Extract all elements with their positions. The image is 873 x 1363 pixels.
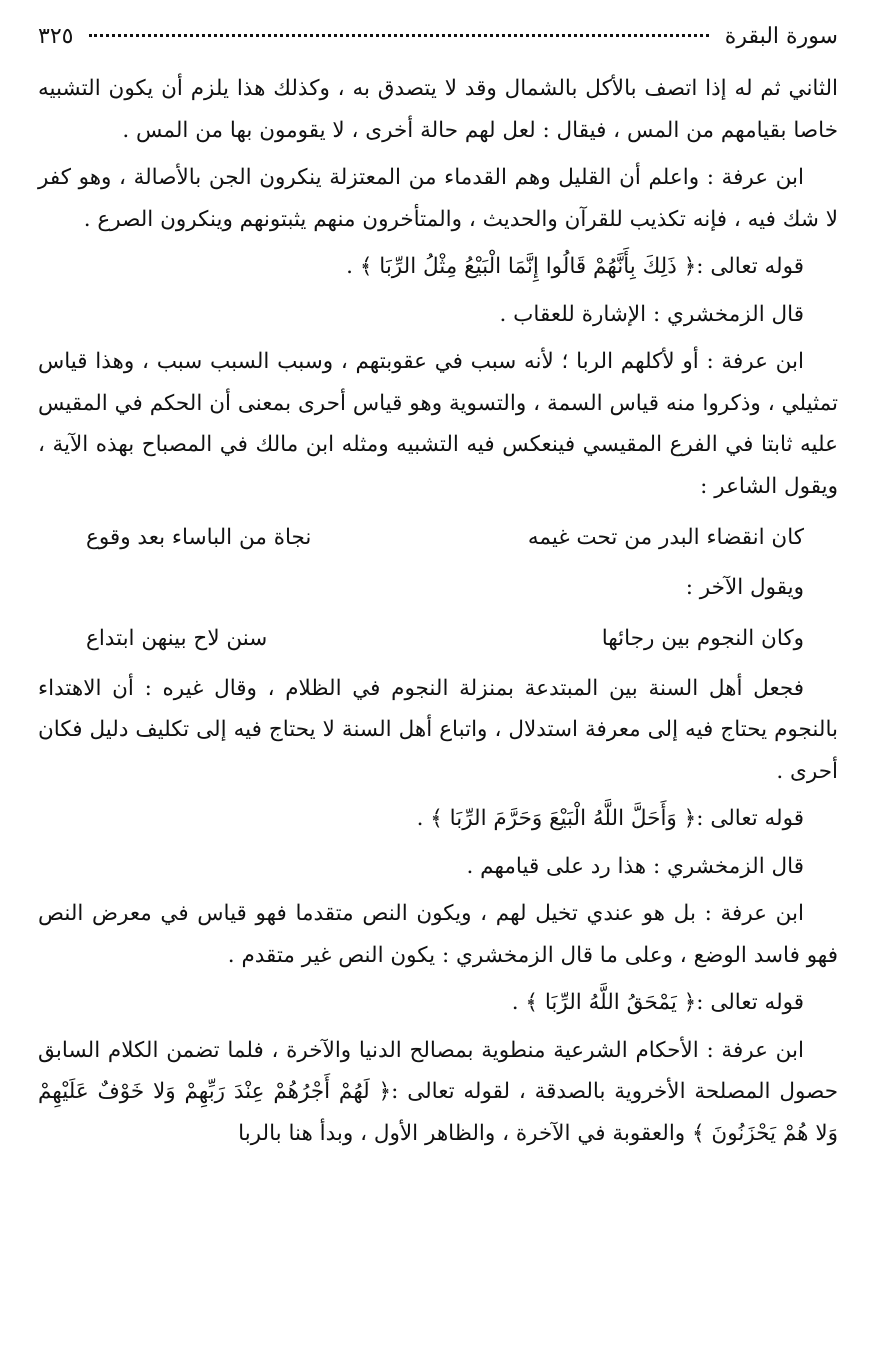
paragraph: الثاني ثم له إذا اتصف بالأكل بالشمال وقد لا يتصدق به ، وكذلك هذا يلزم أن يكون التشبيه خاصا بقيامهم من المس ، فيقال : لعل لهم حالة أخرى ، لا يقومون بها من المس .	[38, 76, 838, 143]
poetry-verse	[38, 618, 838, 660]
poetry-hemistich-first: وكان النجوم بين رجائها	[601, 626, 804, 651]
poetry-hemistich-second: نجاة من الباساء بعد وقوع	[86, 525, 312, 550]
quran-verse-paragraph: قوله تعالى :﴿ وَأَحَلَّ اللَّهُ الْبَيْعَ وَحَرَّمَ الرِّبَا ﴾ .	[416, 806, 804, 831]
paragraph: ابن عرفة : بل هو عندي تخيل لهم ، ويكون النص متقدما فهو قياس في معرض النص فهو فاسد الوضع ، وعلى ما قال الزمخشري : يكون النص غير متقدم .	[38, 901, 838, 968]
paragraph: قال الزمخشري : هذا رد على قيامهم .	[466, 853, 804, 879]
document-page	[38, 24, 838, 1344]
paragraph: ابن عرفة : الأحكام الشرعية منطوية بمصالح الدنيا والآخرة ، فلما تضمن الكلام السابق حصول المصلحة الأخروية بالصدقة ، لقوله تعالى :﴿ لَهُمْ أَجْرُهُمْ عِنْدَ رَبِّهِمْ وَلا خَوْفٌ عَلَيْهِمْ وَلا هُمْ يَحْزَنُونَ ﴾ والعقوبة في الآخرة ، والظاهر الأول ، وبدأ هنا بالربا	[38, 1037, 838, 1146]
poetry-verse	[38, 517, 838, 559]
page-number: ٣٢٥	[38, 24, 74, 49]
quran-verse-paragraph: قوله تعالى :﴿ ذَلِكَ بِأَنَّهُمْ قَالُوا إِنَّمَا الْبَيْعُ مِثْلُ الرِّبَا ﴾ .	[346, 254, 804, 279]
poetry-hemistich-first: كان انقضاء البدر من تحت غيمه	[527, 525, 804, 550]
paragraph: ابن عرفة : أو لأكلهم الربا ؛ لأنه سبب في عقوبتهم ، وسبب السبب سبب ، وهذا قياس تمثيلي ، وذكروا منه قياس السمة ، والتسوية وهو قياس أحرى بمعنى أن الحكم في المقيس عليه ثابتا في الفرع المقيسي فينعكس فيه التشبيه ومثله ابن مالك في المصباح بهذه الآية ، ويقول الشاعر :	[38, 349, 838, 499]
poetry-hemistich-second: سنن لاح بينهن ابتداع	[86, 626, 268, 651]
surah-title: سورة البقرة	[724, 24, 838, 49]
body-text	[38, 68, 838, 1154]
paragraph: ابن عرفة : واعلم أن القليل وهم القدماء من المعتزلة ينكرون الجن بالأصالة ، وهو كفر لا شك فيه ، فإنه تكذيب للقرآن والحديث ، والمتأخرون منهم يثبتونهم وينكرون الصرع .	[38, 165, 838, 232]
paragraph: ويقول الآخر :	[685, 574, 804, 600]
paragraph: فجعل أهل السنة بين المبتدعة بمنزلة النجوم في الظلام ، وقال غيره : أن الاهتداء بالنجوم يحتاج فيه إلى معرفة استدلال ، واتباع أهل السنة لا يحتاج فيه إلى تكليف دليل فكان أحرى .	[38, 675, 838, 784]
header-dotted-leader	[89, 34, 708, 37]
quran-verse-paragraph: قوله تعالى :﴿ يَمْحَقُ اللَّهُ الرِّبَا ﴾ .	[511, 990, 804, 1015]
paragraph: قال الزمخشري : الإشارة للعقاب .	[499, 301, 804, 327]
page-header	[38, 24, 838, 68]
